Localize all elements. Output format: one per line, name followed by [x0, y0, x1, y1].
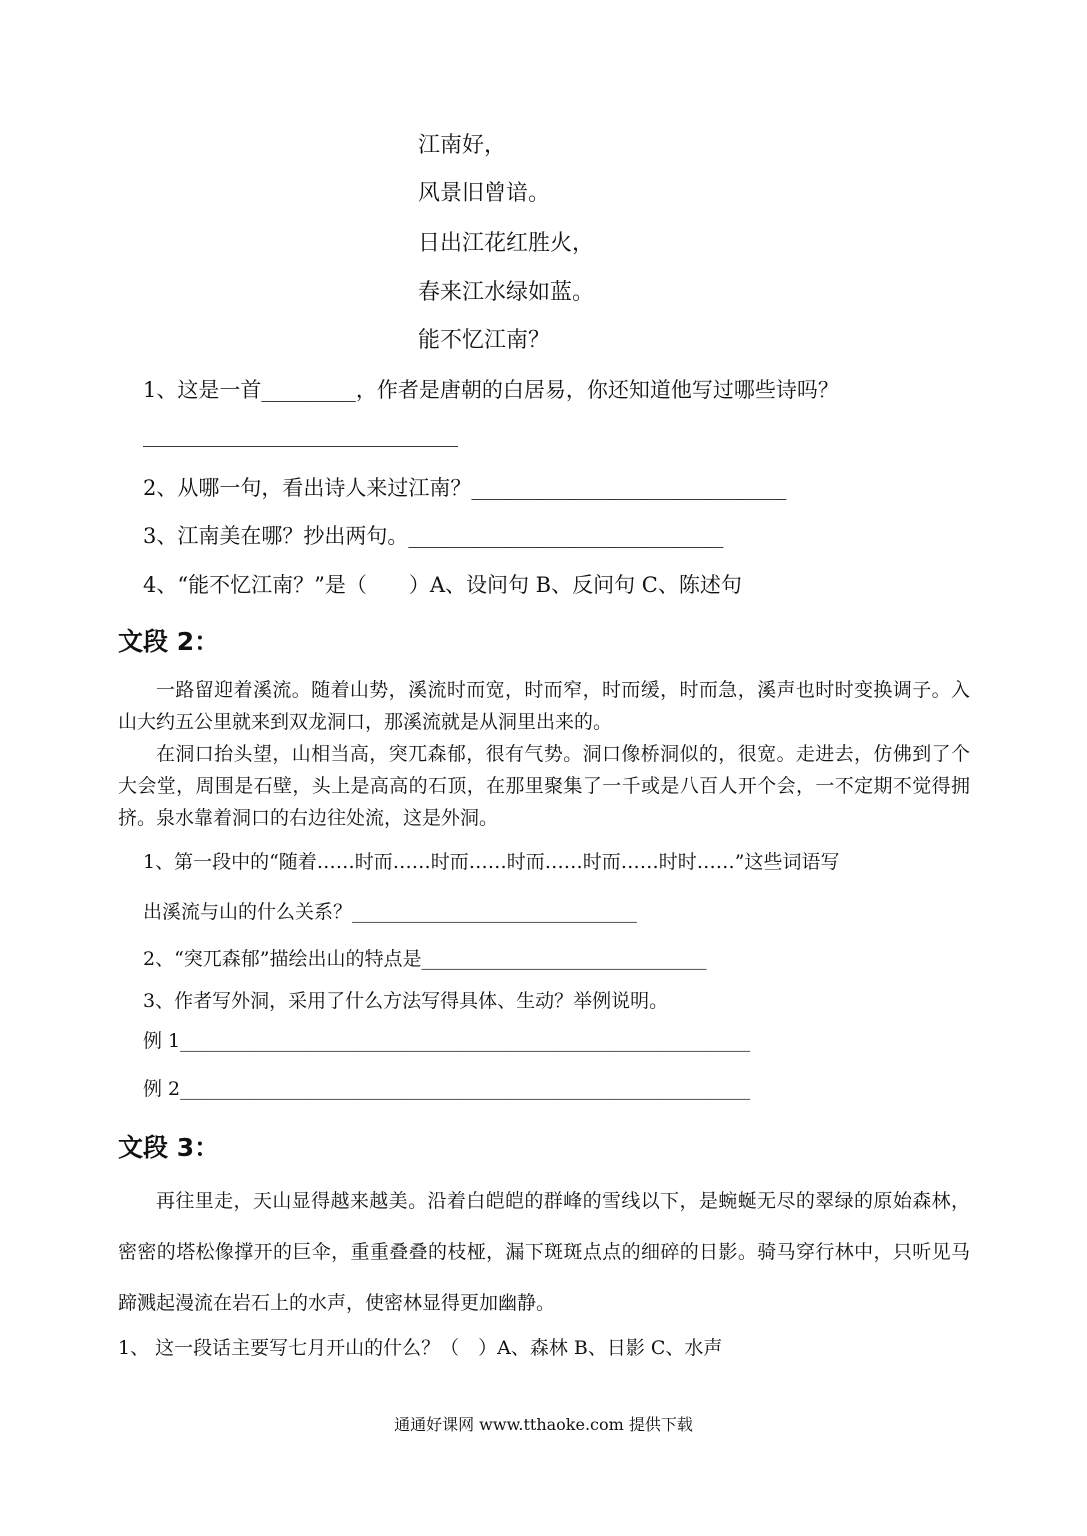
- poem-line-3: 日出江花红胜火，: [418, 231, 595, 256]
- section-3-paragraph: 再往里走，天山显得越来越美。沿着白皑皑的群峰的雪线以下，是蜿蜒无尽的翠绿的原始森林，密密的塔松像撑开的巨伞，重重叠叠的枝桠，漏下斑斑点点的细碎的日影。骑马穿行林中，只听见马蹄溅起漫流在岩石上的水声，使密林显得更加幽静。: [118, 1190, 970, 1314]
- answer-line-1: ______________________________: [143, 423, 458, 447]
- section-3-passage: [118, 1176, 970, 1329]
- section-2-paragraph-2: 在洞口抬头望，山相当高，突兀森郁，很有气势。洞口像桥洞似的，很宽。走进去，仿佛到了个大会堂，周围是石壁，头上是高高的石顶，在那里聚集了一千或是八百人开个会，一不定期不觉得拥挤。泉水靠着洞口的右边往处流，这是外洞。: [118, 743, 970, 829]
- question-2: 2、从哪一句，看出诗人来过江南？______________________________: [143, 476, 787, 500]
- poem-line-1: 江南好，: [418, 133, 507, 158]
- section-2-question-3: 3、作者写外洞，采用了什么方法写得具体、生动？举例说明。: [143, 990, 669, 1012]
- section-2-heading: 文段 2：: [118, 627, 220, 656]
- section-2-passage: [118, 674, 970, 834]
- question-3: 3、江南美在哪？抄出两句。______________________________: [143, 524, 724, 548]
- section-2-paragraph-1: 一路留迎着溪流。随着山势，溪流时而宽，时而窄，时而缓，时而急，溪声也时时变换调子。入山大约五公里就来到双龙洞口，那溪流就是从洞里出来的。: [118, 679, 970, 733]
- example-1-line: 例 1____________________________________________________________: [143, 1030, 751, 1052]
- section-2-question-2: 2、“突兀森郁”描绘出山的特点是______________________________: [143, 948, 707, 970]
- section-3-heading: 文段 3：: [118, 1133, 220, 1162]
- poem-line-2: 风景旧曾谙。: [418, 181, 551, 206]
- section-2-question-1-line-1: 1、第一段中的“随着……时而……时而……时而……时而……时时……”这些词语写: [143, 851, 840, 873]
- poem-line-5: 能不忆江南？: [418, 328, 551, 353]
- poem-line-4: 春来江水绿如蓝。: [418, 280, 595, 305]
- section-2-question-1-line-2: 出溪流与山的什么关系？______________________________: [143, 901, 638, 923]
- section-3-question-1: 1、 这一段话主要写七月开山的什么？（ ）A、森林 B、日影 C、水声: [118, 1337, 723, 1359]
- footer-credit: 通通好课网 www.tthaoke.com 提供下载: [394, 1415, 693, 1434]
- question-1: 1、这是一首_________，作者是唐朝的白居易，你还知道他写过哪些诗吗？: [143, 378, 839, 402]
- question-4: 4、“能不忆江南？”是（ ）A、设问句 B、反问句 C、陈述句: [143, 573, 742, 597]
- example-2-line: 例 2____________________________________________________________: [143, 1078, 751, 1100]
